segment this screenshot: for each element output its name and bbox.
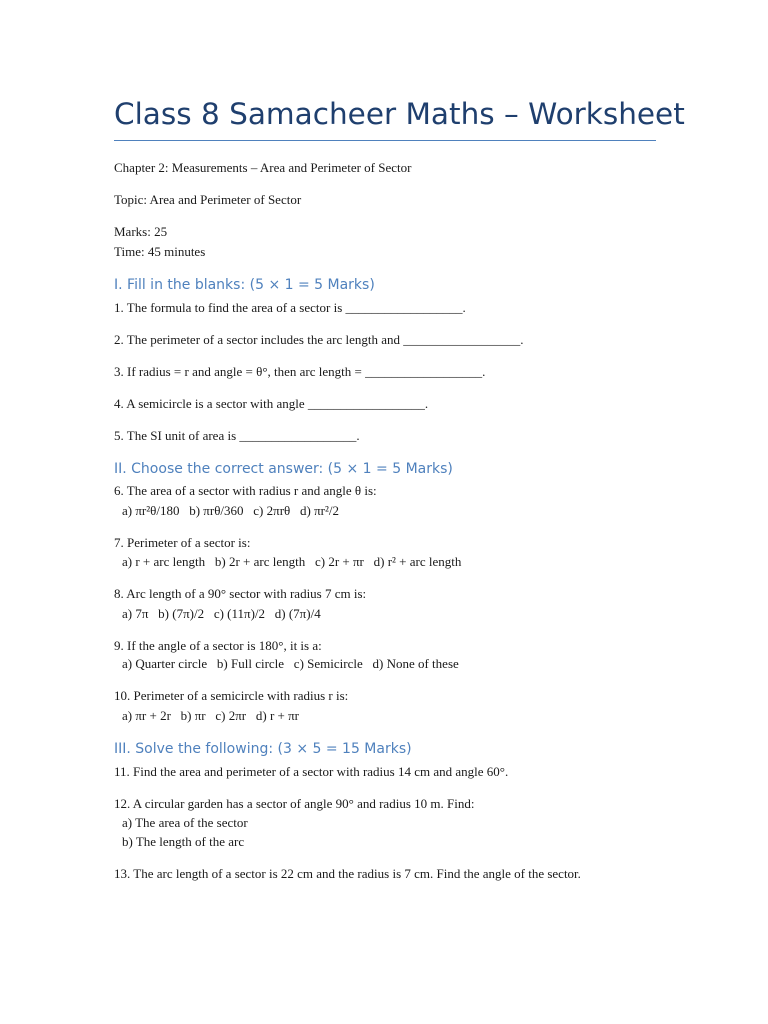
time-line: Time: 45 minutes [114,244,206,259]
question-9-options: a) Quarter circle b) Full circle c) Semicircle d) None of these [122,656,459,671]
question-5: 5. The SI unit of area is __________________. [114,428,360,443]
question-9: 9. If the angle of a sector is 180°, it is a: [114,638,322,653]
question-7-options: a) r + arc length b) 2r + arc length c) 2r + πr d) r² + arc length [122,554,462,569]
question-10-options: a) πr + 2r b) πr c) 2πr d) r + πr [122,708,299,723]
question-4: 4. A semicircle is a sector with angle __________________. [114,396,429,411]
question-10: 10. Perimeter of a semicircle with radius r is: [114,688,349,703]
question-7: 7. Perimeter of a sector is: [114,535,251,550]
question-6-options: a) πr²θ/180 b) πrθ/360 c) 2πrθ d) πr²/2 [122,503,339,518]
worksheet-title: Class 8 Samacheer Maths – Worksheet [114,97,685,131]
question-12-part-b: b) The length of the arc [122,834,245,849]
question-12-part-a: a) The area of the sector [122,815,248,830]
question-13: 13. The arc length of a sector is 22 cm and the radius is 7 cm. Find the angle of the sector. [114,866,581,881]
title-underline [114,140,656,141]
section-heading-solve: III. Solve the following: (3 × 5 = 15 Marks) [114,741,412,757]
question-8: 8. Arc length of a 90° sector with radius 7 cm is: [114,586,367,601]
question-11: 11. Find the area and perimeter of a sector with radius 14 cm and angle 60°. [114,764,509,779]
question-6: 6. The area of a sector with radius r and angle θ is: [114,483,377,498]
question-8-options: a) 7π b) (7π)/2 c) (11π)/2 d) (7π)/4 [122,606,321,621]
question-1: 1. The formula to find the area of a sector is __________________. [114,300,466,315]
marks-line: Marks: 25 [114,224,168,239]
topic-line: Topic: Area and Perimeter of Sector [114,192,302,207]
chapter-line: Chapter 2: Measurements – Area and Perimeter of Sector [114,160,412,175]
question-12: 12. A circular garden has a sector of angle 90° and radius 10 m. Find: [114,796,475,811]
question-3: 3. If radius = r and angle = θ°, then arc length = __________________. [114,364,486,379]
question-2: 2. The perimeter of a sector includes the arc length and __________________. [114,332,524,347]
section-heading-fill-blanks: I. Fill in the blanks: (5 × 1 = 5 Marks) [114,277,375,293]
section-heading-mcq: II. Choose the correct answer: (5 × 1 = 5 Marks) [114,461,453,477]
